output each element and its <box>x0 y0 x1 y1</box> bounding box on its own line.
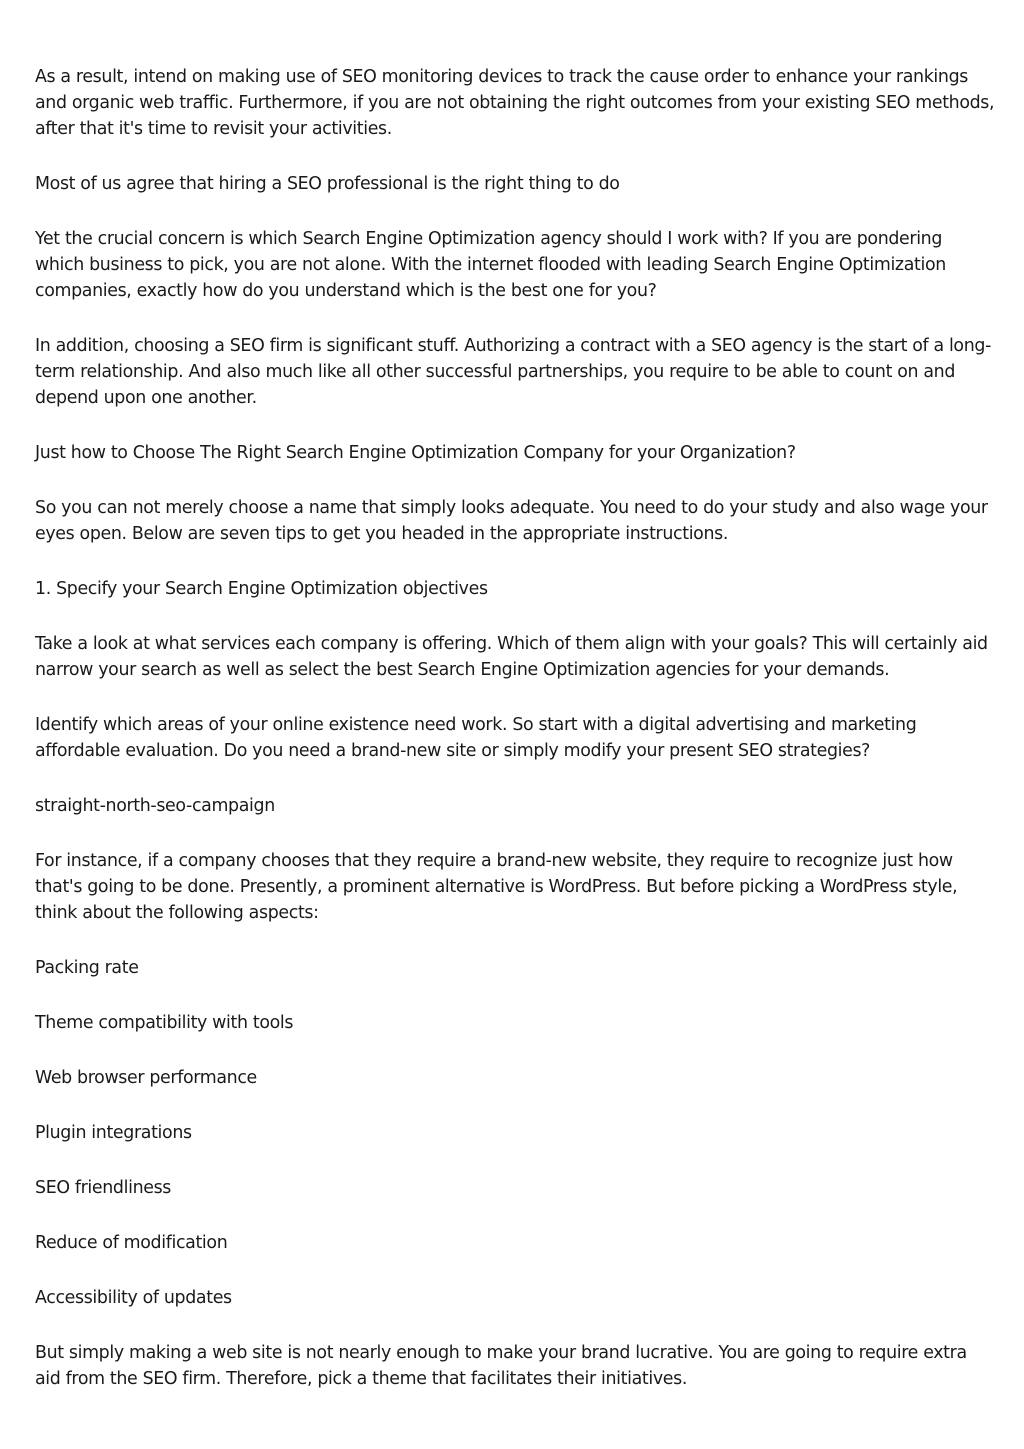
paragraph-services-offered: Take a look at what services each company is offering. Which of them align with your goals? This will certainly aid narrow your search as well as select the best Search Engine Optimization agencies for your demands. <box>35 634 988 680</box>
paragraph-identify-areas: Identify which areas of your online existence need work. So start with a digital advertising and marketing affordable evaluation. Do you need a brand-new site or simply modify your present SEO strategies? <box>35 715 917 761</box>
paragraph-crucial-concern: Yet the crucial concern is which Search Engine Optimization agency should I work with? If you are pondering which business to pick, you are not alone. With the internet flooded with leading Search Engine Optimization companies, exactly how do you understand which is the best one for you? <box>35 229 946 301</box>
list-item-packing-rate: Packing rate <box>35 958 139 978</box>
paragraph-closing: But simply making a web site is not nearly enough to make your brand lucrative. You are going to require extra aid from the SEO firm. Therefore, pick a theme that facilitates their initiatives. <box>35 1343 967 1389</box>
paragraph-hiring-agree: Most of us agree that hiring a SEO professional is the right thing to do <box>35 174 620 194</box>
list-item-seo-friendliness: SEO friendliness <box>35 1178 172 1198</box>
paragraph-wordpress: For instance, if a company chooses that they require a brand-new website, they require to recognize just how that's going to be done. Presently, a prominent alternative is WordPress. But before picking a WordPress style, think about the following aspects: <box>35 851 958 923</box>
heading-how-to-choose: Just how to Choose The Right Search Engine Optimization Company for your Organization? <box>35 443 796 463</box>
list-item-plugin-integrations: Plugin integrations <box>35 1123 192 1143</box>
heading-specify-objectives: 1. Specify your Search Engine Optimization objectives <box>35 579 488 599</box>
paragraph-seo-monitoring: As a result, intend on making use of SEO monitoring devices to track the cause order to enhance your rankings and organic web traffic. Furthermore, if you are not obtaining the right outcomes from your existing SEO methods, after that it's time to revisit your activities. <box>35 67 995 139</box>
list-item-theme-compatibility: Theme compatibility with tools <box>35 1013 294 1033</box>
paragraph-do-your-study: So you can not merely choose a name that simply looks adequate. You need to do your study and also wage your eyes open. Below are seven tips to get you headed in the appropriate instructions. <box>35 498 988 544</box>
paragraph-choosing-firm: In addition, choosing a SEO firm is significant stuff. Authorizing a contract with a SEO agency is the start of a long-term relationship. And also much like all other successful partnerships, you require to be able to count on and depend upon one another. <box>35 336 992 408</box>
list-item-browser-performance: Web browser performance <box>35 1068 257 1088</box>
document-page <box>35 64 995 1421</box>
list-item-updates: Accessibility of updates <box>35 1288 232 1308</box>
image-caption-campaign: straight-north-seo-campaign <box>35 796 275 816</box>
list-item-modification: Reduce of modification <box>35 1233 228 1253</box>
